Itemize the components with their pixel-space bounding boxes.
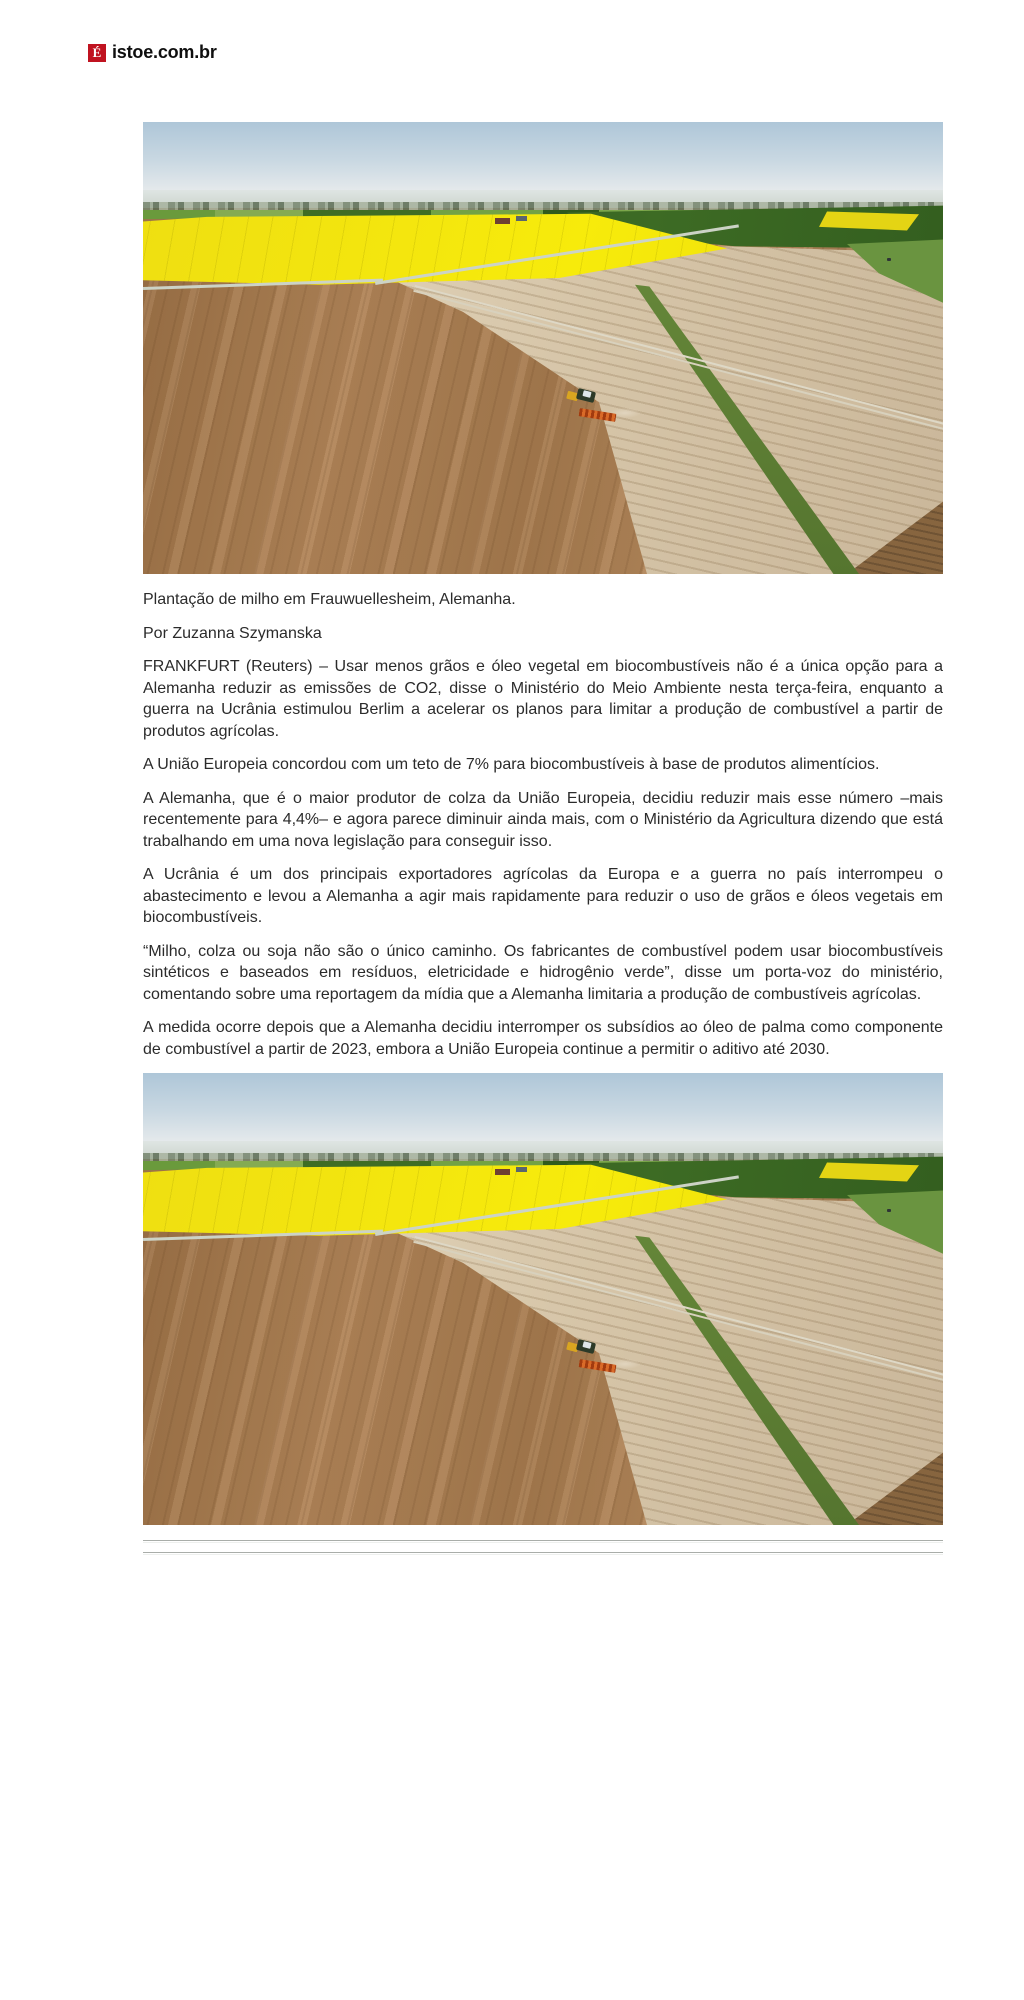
photo-vehicle-dot (887, 1209, 891, 1212)
photo-tractor (567, 384, 647, 432)
article-paragraph: “Milho, colza ou soja não são o único caminho. Os fabricantes de combustível podem usar biocombustíveis sintéticos e baseados em resíduos, eletricidade e hidrogênio verde”, disse um porta-voz do ministério, comentando sobre uma reportagem da mídia que a Alemanha limitaria a produção de combustíveis agrícolas. (143, 942, 943, 1003)
divider-line-2 (143, 1552, 943, 1555)
article (143, 0, 943, 1555)
photo-warehouse (495, 218, 510, 224)
article-paragraph: A medida ocorre depois que a Alemanha decidiu interromper os subsídios ao óleo de palma como componente de combustível a partir de 2023, embora a União Europeia continue a permitir o aditivo até 2030. (143, 1019, 943, 1058)
photo-vehicle-dot (887, 258, 891, 261)
photo-warehouse (516, 1167, 527, 1172)
article-paragraph: A Ucrânia é um dos principais exportadores agrícolas da Europa e a guerra no país interrompeu o abastecimento e levou a Alemanha a agir mais rapidamente para reduzir o uso de grãos e óleos vegetais em biocombustíveis. (143, 866, 943, 926)
image-caption: Plantação de milho em Frauwuellesheim, Alemanha. (143, 591, 516, 608)
article-image-1 (143, 122, 943, 574)
divider-line-1 (143, 1540, 943, 1543)
site-logo-text[interactable]: istoe.com.br (112, 42, 217, 62)
article-paragraph: A União Europeia concordou com um teto de 7% para biocombustíveis à base de produtos alimentícios. (143, 756, 880, 773)
photo-sky (143, 122, 943, 192)
istoe-logo-icon[interactable]: É (88, 44, 106, 62)
photo-sky (143, 1073, 943, 1143)
article-byline: Por Zuzanna Szymanska (143, 624, 322, 642)
photo-warehouse (495, 1169, 510, 1175)
article-paragraph: A Alemanha, que é o maior produtor de colza da União Europeia, decidiu reduzir mais esse número –mais recentemente para 4,4%– e agora parece diminuir ainda mais, com o Ministério da Agricultura dizendo que está trabalhando em uma nova legislação para conseguir isso. (143, 789, 943, 850)
article-paragraph: FRANKFURT (Reuters) – Usar menos grãos e óleo vegetal em biocombustíveis não é a única opção para a Alemanha reduzir as emissões de CO2, disse o Ministério do Meio Ambiente nesta terça-feira, enquanto a guerra na Ucrânia estimulou Berlim a acelerar os planos para limitar a produção de combustível a partir de produtos agrícolas. (143, 658, 943, 740)
photo-tractor (567, 1335, 647, 1383)
article-image-2 (143, 1073, 943, 1525)
photo-warehouse (516, 216, 527, 221)
